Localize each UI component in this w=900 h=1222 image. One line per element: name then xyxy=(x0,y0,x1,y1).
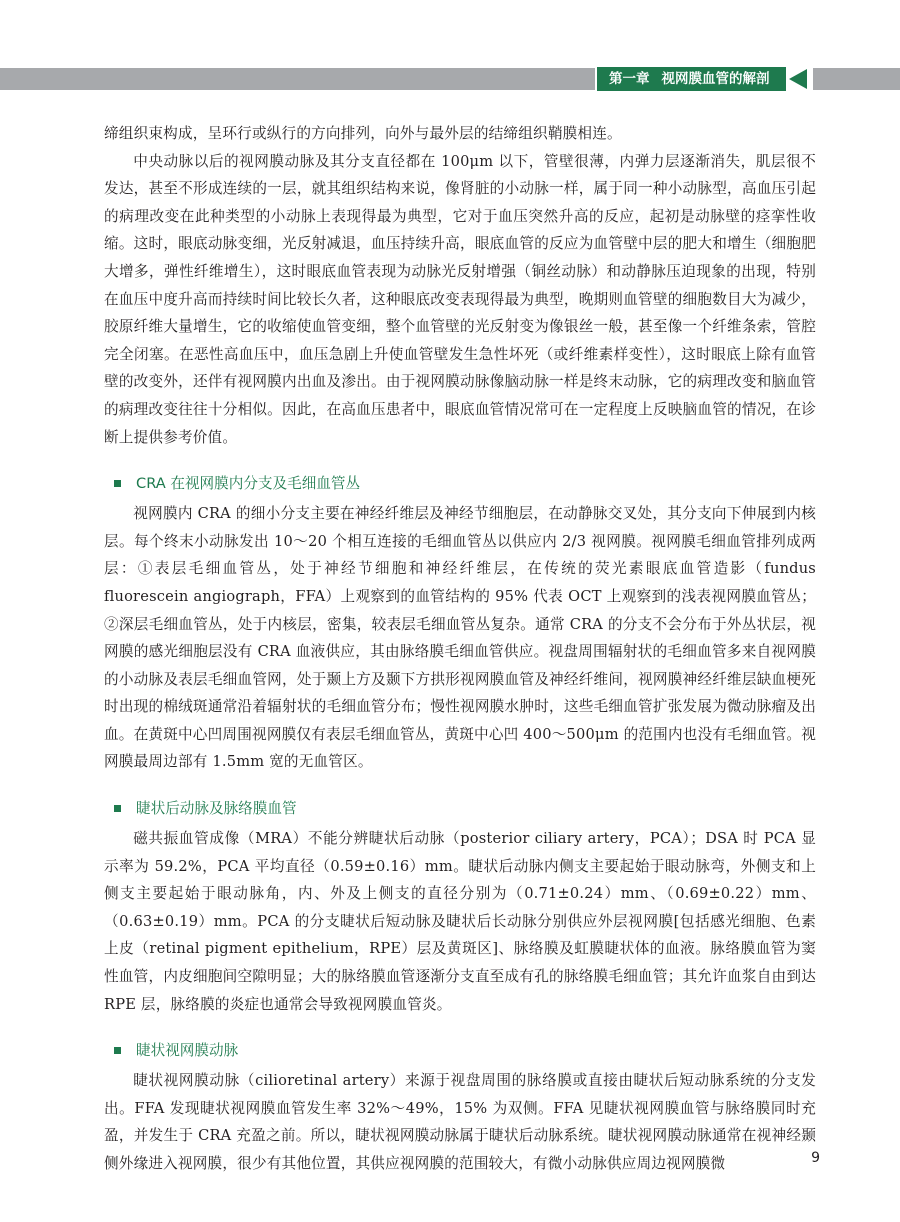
paragraph-pca-choroid: 磁共振血管成像（MRA）不能分辨睫状后动脉（posterior ciliary artery，PCA）；DSA 时 PCA 显示率为 59.2%，PCA 平均直径（0.59±0.16）mm。睫状后动脉内侧支主要起始于眼动脉弯，外侧支和上侧支主要起始于眼动脉角，内、外及上侧支的直径分别为（0.71±0.24）mm、（0.69±0.22）mm、（0.63±0.19）mm。PCA 的分支睫状后短动脉及睫状后长动脉分别供应外层视网膜[包括感光细胞、色素上皮（retinal pigment epithelium，RPE）层及黄斑区]、脉络膜及虹膜睫状体的血液。脉络膜血管为窦性血管，内皮细胞间空隙明显；大的脉络膜血管逐渐分支直至成有孔的脉络膜毛细血管；其允许血浆自由到达 RPE 层，脉络膜的炎症也通常会导致视网膜血管炎。 xyxy=(104,830,816,1013)
square-bullet-icon xyxy=(114,1047,121,1054)
header-chapter: 第一章 xyxy=(609,71,650,87)
section-heading-text: 睫状后动脉及脉络膜血管 xyxy=(136,800,297,818)
main-content xyxy=(104,120,816,1178)
section-heading-text: 睫状视网膜动脉 xyxy=(136,1042,239,1060)
paragraph-retinal-arteries: 中央动脉以后的视网膜动脉及其分支直径都在 100μm 以下，管壁很薄，内弹力层逐渐消失，肌层很不发达，甚至不形成连续的一层，就其组织结构来说，像肾脏的小动脉一样，属于同一种小动脉型，高血压引起的病理改变在此种类型的小动脉上表现得最为典型，它对于血压突然升高的反应，起初是动脉壁的痉挛性收缩。这时，眼底动脉变细，光反射减退，血压持续升高，眼底血管的反应为血管壁中层的肥大和增生（细胞肥大增多，弹性纤维增生），这时眼底血管表现为动脉光反射增强（铜丝动脉）和动静脉压迫现象的出现，特别在血压中度升高而持续时间比较长久者，这种眼底改变表现得最为典型，晚期则血管壁的细胞数目大为减少，胶原纤维大量增生，它的收缩使血管变细，整个血管壁的光反射变为像银丝一般，甚至像一个纤维条索，管腔完全闭塞。在恶性高血压中，血压急剧上升使血管壁发生急性坏死（或纤维素样变性），这时眼底上除有血管壁的改变外，还伴有视网膜内出血及渗出。由于视网膜动脉像脑动脉一样是终末动脉，它的病理改变和脑血管的病理改变往往十分相似。因此，在高血压患者中，眼底血管情况常可在一定程度上反映脑血管的情况，在诊断上提供参考价值。 xyxy=(104,152,816,446)
square-bullet-icon xyxy=(114,805,121,812)
header-bar-left xyxy=(0,68,595,90)
paragraph-cilioretinal-artery: 睫状视网膜动脉（cilioretinal artery）来源于视盘周围的脉络膜或直接由睫状后短动脉系统的分支发出。FFA 发现睫状视网膜血管发生率 32%～49%，15% 为双侧。FFA 见睫状视网膜血管与脉络膜同时充盈，并发生于 CRA 充盈之前。所以，睫状视网膜动脉属于睫状后动脉系统。睫状视网膜动脉通常在视神经颞侧外缘进入视网膜，很少有其他位置，其供应视网膜的范围较大，有微小动脉供应周边视网膜微 xyxy=(104,1072,816,1172)
continued-paragraph: 缔组织束构成，呈环行或纵行的方向排列，向外与最外层的结缔组织鞘膜相连。 xyxy=(104,125,622,142)
section-heading-pca-choroid xyxy=(104,797,816,821)
page-number: 9 xyxy=(811,1150,820,1166)
section-heading-cra-branches xyxy=(104,472,816,496)
section-heading-cilioretinal-artery xyxy=(104,1039,816,1063)
header-bar-right xyxy=(813,68,900,90)
header-arrow-icon xyxy=(789,69,807,89)
paragraph-cra-branches: 视网膜内 CRA 的细小分支主要在神经纤维层及神经节细胞层，在动静脉交叉处，其分支向下伸展到内核层。每个终末小动脉发出 10～20 个相互连接的毛细血管丛以供应内 2/3 视网膜。视网膜毛细血管排列成两层：①表层毛细血管丛，处于神经节细胞和神经纤维层，在传统的荧光素眼底血管造影（fundus fluorescein angiograph，FFA）上观察到的血管结构的 95% 代表 OCT 上观察到的浅表视网膜血管丛；②深层毛细血管丛，处于内核层，密集，较表层毛细血管丛复杂。通常 CRA 的分支不会分布于外丛状层，视网膜的感光细胞层没有 CRA 血液供应，其由脉络膜毛细血管供应。视盘周围辐射状的毛细血管多来自视网膜的小动脉及表层毛细血管网，处于颞上方及颞下方拱形视网膜血管及神经纤维间，视网膜神经纤维层缺血梗死时出现的棉绒斑通常沿着辐射状的毛细血管分布；慢性视网膜水肿时，这些毛细血管扩张发展为微动脉瘤及出血。在黄斑中心凹周围视网膜仅有表层毛细血管丛，黄斑中心凹 400～500μm 的范围内也没有毛细血管。视网膜最周边部有 1.5mm 宽的无血管区。 xyxy=(104,505,816,771)
section-heading-text: CRA 在视网膜内分支及毛细血管丛 xyxy=(136,475,361,493)
running-header xyxy=(597,67,786,91)
square-bullet-icon xyxy=(114,480,121,487)
header-title: 视网膜血管的解剖 xyxy=(661,71,770,87)
